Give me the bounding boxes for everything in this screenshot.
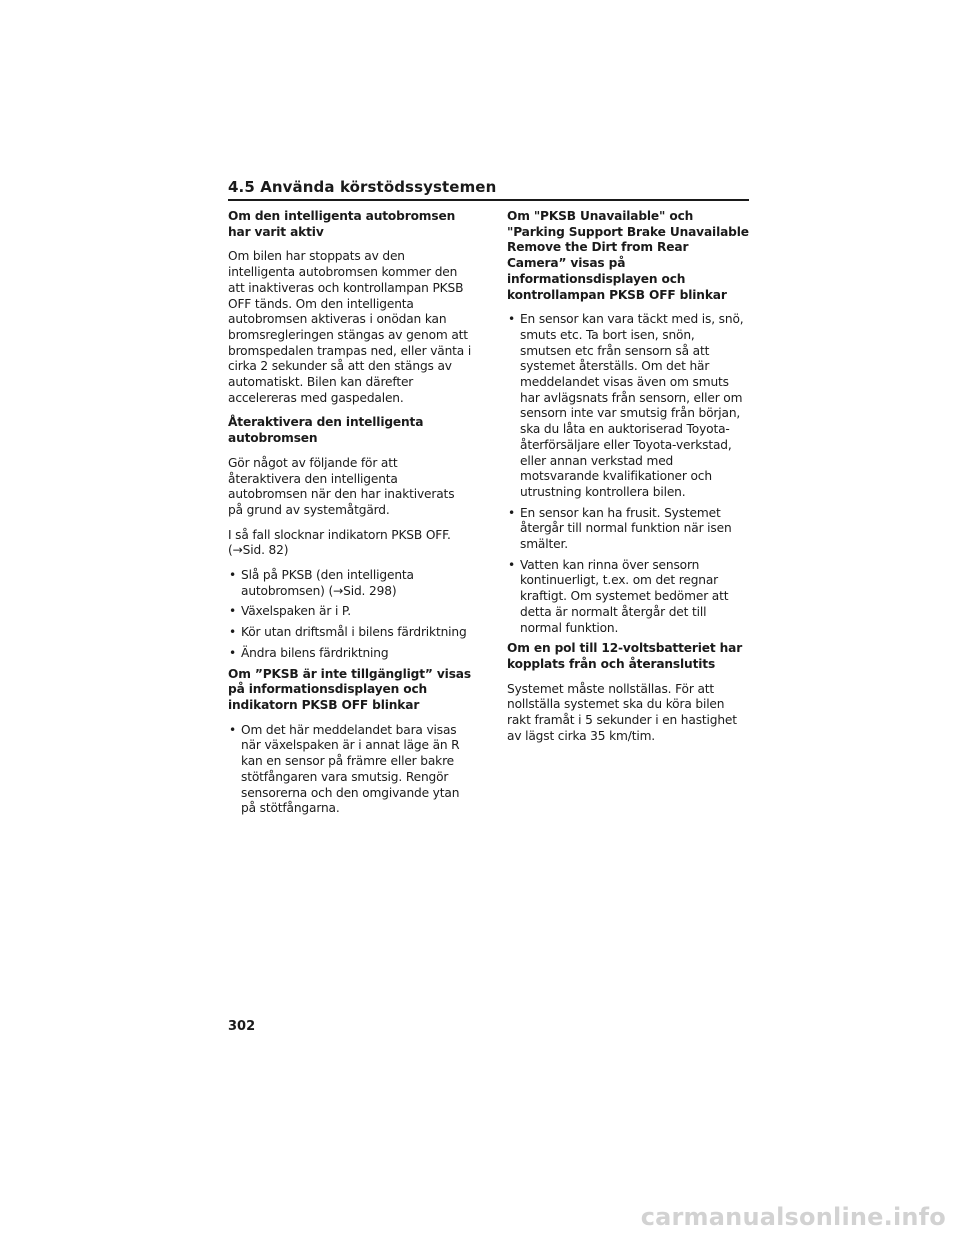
- heading-pksb-unavailable: Om "PKSB Unavailable" och "Parking Support Brake Unavailable Remove the Dirt from Rear Camera” visas på informationsdisplayen och kontrollampan PKSB OFF blinkar: [507, 209, 749, 302]
- section-divider: [228, 199, 749, 201]
- section-title: 4.5 Använda körstödssystemen: [228, 178, 497, 196]
- list-item: • Vatten kan rinna över sensorn kontinuerligt, t.ex. om det regnar kraftigt. Om systemet bedömer att detta är normalt återgår det till normal funktion.: [508, 557, 729, 635]
- watermark: carmanualsonline.info: [640, 1203, 946, 1231]
- left-column: [228, 209, 472, 822]
- list-item: • Ändra bilens färdriktning: [229, 645, 389, 660]
- heading-autobrake-active: Om den intelligenta autobromsen har varit aktiv: [228, 209, 456, 239]
- heading-pksb-not-available: Om ”PKSB är inte tillgängligt” visas på informationsdisplayen och indikatorn PKSB OFF blinkar: [228, 666, 471, 712]
- paragraph-indicator-off: I så fall slocknar indikatorn PKSB OFF. (→Sid. 82): [228, 527, 451, 558]
- list-item: • En sensor kan ha frusit. Systemet återgår till normal funktion när isen smälter.: [508, 505, 732, 552]
- bullet-icon: •: [229, 604, 237, 619]
- list-item: • Om det här meddelandet bara visas när växelspaken är i annat läge än R kan en sensor på främre eller bakre stötfångaren vara smutsig. Rengör sensorerna och den omgivande ytan på stötfångarna.: [229, 722, 460, 816]
- bullet-icon: •: [229, 625, 237, 640]
- paragraph-system-reset: Systemet måste nollställas. För att nollställa systemet ska du köra bilen rakt framåt i 5 sekunder i en hastighet av lägst cirka 35 km/tim.: [507, 681, 737, 743]
- page-number: 302: [228, 1019, 256, 1034]
- heading-reactivate-autobrake: Återaktivera den intelligenta autobromsen: [228, 415, 424, 446]
- bullet-icon: •: [229, 645, 237, 660]
- paragraph-autobrake-deactivated: Om bilen har stoppats av den intelligenta autobromsen kommer den att inaktiveras och kontrollampan PKSB OFF tänds. Om den intelligenta autobromsen aktiveras i onödan kan bromsregleringen stängas av genom att bromspedalen trampas ned, eller vänta i cirka 2 sekunder så att den stängs av automatiskt. Bilen kan därefter accelereras med gaspedalen.: [228, 249, 472, 405]
- reactivate-steps-list: [228, 568, 472, 662]
- list-item: • Växelspaken är i P.: [229, 604, 351, 619]
- bullet-icon: •: [508, 505, 516, 520]
- pksb-not-available-list: [228, 723, 472, 817]
- bullet-icon: •: [508, 557, 516, 572]
- bullet-icon: •: [229, 722, 237, 737]
- list-item: • Slå på PKSB (den intelligenta autobromsen) (→Sid. 298): [229, 568, 414, 598]
- list-item: • Kör utan driftsmål i bilens färdriktning: [229, 625, 467, 640]
- list-item: • En sensor kan vara täckt med is, snö, smuts etc. Ta bort isen, snön, smutsen etc från sensorn så att systemet återställs. Om det här meddelandet visas även om smuts har avlägsnats från sensorn, eller om sensorn inte var smutsig från början, ska du låta en auktoriserad Toyota-återförsäljare eller Toyota-verkstad, eller annan verkstad med motsvarande kvalifikationer och utrustning kontrollera bilen.: [508, 312, 744, 499]
- bullet-icon: •: [508, 312, 516, 327]
- paragraph-reactivate-intro: Gör något av följande för att återaktivera den intelligenta autobromsen när den har inaktiverats på grund av systemåtgärd.: [228, 455, 455, 517]
- right-column: [507, 209, 749, 754]
- section-header: [228, 178, 749, 202]
- pksb-unavailable-list: [507, 312, 749, 636]
- heading-battery-reconnected: Om en pol till 12-voltsbatteriet har kopplats från och återanslutits: [507, 641, 743, 671]
- bullet-icon: •: [229, 568, 237, 583]
